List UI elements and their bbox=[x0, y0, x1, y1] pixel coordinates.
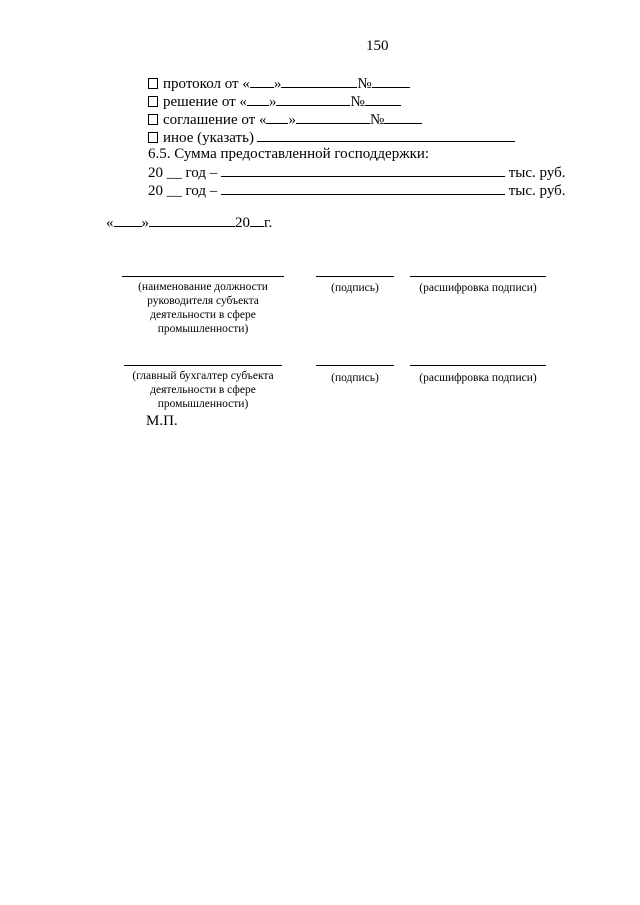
blank-field[interactable] bbox=[250, 75, 274, 88]
month-field[interactable] bbox=[149, 214, 235, 227]
year-row: 20 __ год – тыс. руб. bbox=[148, 165, 566, 181]
option-label: решение от « bbox=[163, 94, 247, 110]
position-caption: (главный бухгалтер субъекта деятельности в сфере промышленности) bbox=[132, 370, 274, 410]
decoding-line[interactable] bbox=[410, 276, 546, 277]
stamp-label: М.П. bbox=[146, 413, 178, 429]
option-other bbox=[148, 129, 515, 147]
blank-field[interactable] bbox=[266, 111, 288, 124]
position-line[interactable] bbox=[122, 276, 284, 277]
amount-field[interactable] bbox=[221, 182, 505, 195]
decoding-caption: (расшифровка подписи) bbox=[419, 282, 537, 294]
blank-field[interactable] bbox=[257, 129, 515, 142]
blank-field[interactable] bbox=[365, 93, 401, 106]
page-number: 150 bbox=[366, 38, 389, 54]
checkbox-icon[interactable] bbox=[148, 132, 158, 143]
option-protocol: протокол от « » № bbox=[148, 75, 410, 93]
checkbox-icon[interactable] bbox=[148, 114, 158, 125]
signature-caption: (подпись) bbox=[331, 282, 379, 294]
option-decision: решение от « » № bbox=[148, 93, 401, 111]
signature-line[interactable] bbox=[316, 276, 394, 277]
signature-caption: (подпись) bbox=[331, 372, 379, 384]
section-title: 6.5. Сумма предоставленной господдержки: bbox=[148, 146, 430, 162]
day-field[interactable] bbox=[114, 214, 142, 227]
blank-field[interactable] bbox=[276, 93, 350, 106]
position-caption: (наименование должности руководителя субъекта деятельности в сфере промышленности) bbox=[138, 281, 268, 335]
year-field[interactable] bbox=[250, 214, 264, 227]
blank-field[interactable] bbox=[281, 75, 357, 88]
option-label: соглашение от « bbox=[163, 112, 267, 128]
signature-line[interactable] bbox=[316, 365, 394, 366]
blank-field[interactable] bbox=[384, 111, 422, 124]
blank-field[interactable] bbox=[247, 93, 269, 106]
checkbox-icon[interactable] bbox=[148, 96, 158, 107]
option-label: протокол от « bbox=[163, 76, 250, 92]
blank-field[interactable] bbox=[296, 111, 370, 124]
blank-field[interactable] bbox=[372, 75, 410, 88]
date-line: « » 20 г. bbox=[106, 215, 273, 231]
option-label: иное (указать) bbox=[163, 130, 254, 146]
option-agreement: соглашение от « » № bbox=[148, 111, 422, 129]
decoding-caption: (расшифровка подписи) bbox=[419, 372, 537, 384]
year-row: 20 __ год – тыс. руб. bbox=[148, 183, 566, 199]
position-line[interactable] bbox=[124, 365, 282, 366]
amount-field[interactable] bbox=[221, 164, 505, 177]
decoding-line[interactable] bbox=[410, 365, 546, 366]
checkbox-icon[interactable] bbox=[148, 78, 158, 89]
